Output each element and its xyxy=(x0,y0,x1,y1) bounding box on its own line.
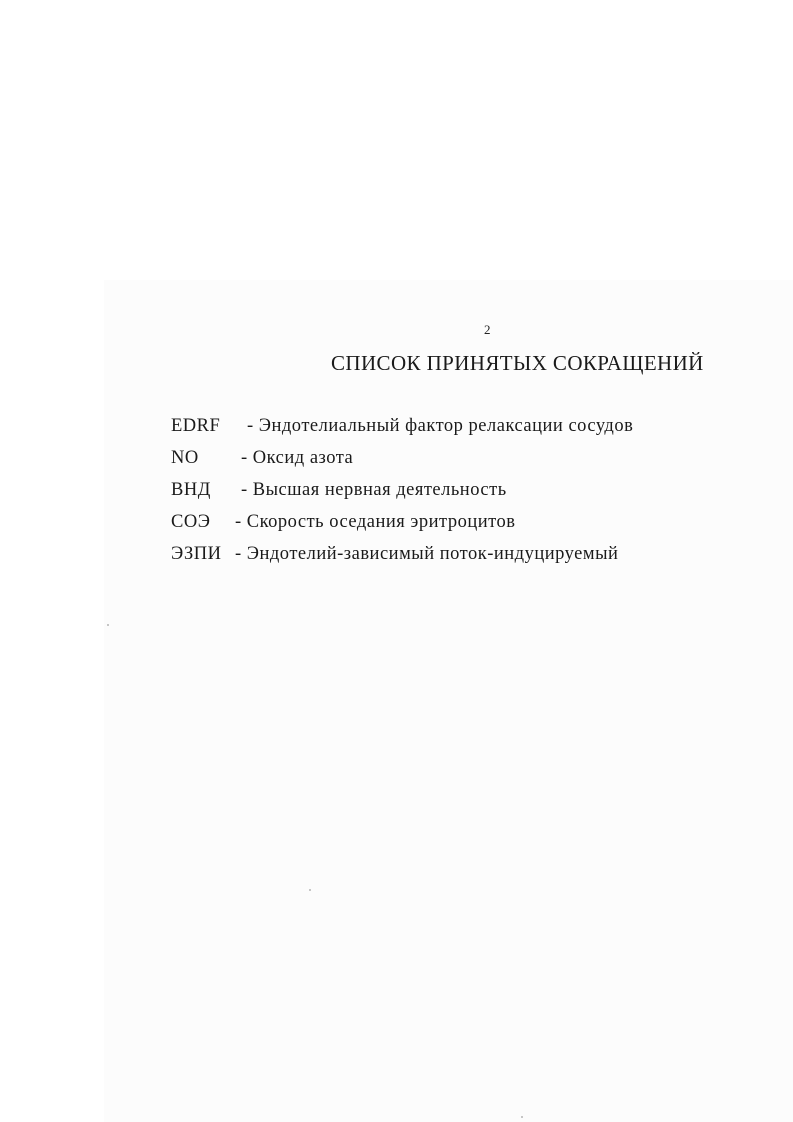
abbreviation-term: EDRF xyxy=(171,416,221,436)
abbreviation-list xyxy=(171,413,731,573)
abbreviation-term: СОЭ xyxy=(171,512,211,532)
abbreviation-definition: - Эндотелиальный фактор релаксации сосудов xyxy=(247,416,634,436)
list-item xyxy=(171,413,731,445)
scan-speck xyxy=(309,889,311,891)
abbreviation-term: ЭЗПИ xyxy=(171,544,222,564)
abbreviation-term: ВНД xyxy=(171,480,211,500)
page-number: 2 xyxy=(484,322,491,337)
scan-speck xyxy=(521,1116,523,1118)
list-item xyxy=(171,509,731,541)
page-title: СПИСОК ПРИНЯТЫХ СОКРАЩЕНИЙ xyxy=(331,351,704,375)
list-item xyxy=(171,477,731,509)
abbreviation-definition: - Оксид азота xyxy=(241,448,354,468)
list-item xyxy=(171,541,731,573)
abbreviation-definition: - Скорость оседания эритроцитов xyxy=(235,512,516,532)
abbreviation-definition: - Высшая нервная деятельность xyxy=(241,480,507,500)
abbreviation-term: NO xyxy=(171,448,199,468)
scan-speck xyxy=(107,624,109,626)
scanned-sheet xyxy=(104,280,793,1122)
list-item xyxy=(171,445,731,477)
abbreviation-definition: - Эндотелий-зависимый поток-индуцируемый xyxy=(235,544,619,564)
